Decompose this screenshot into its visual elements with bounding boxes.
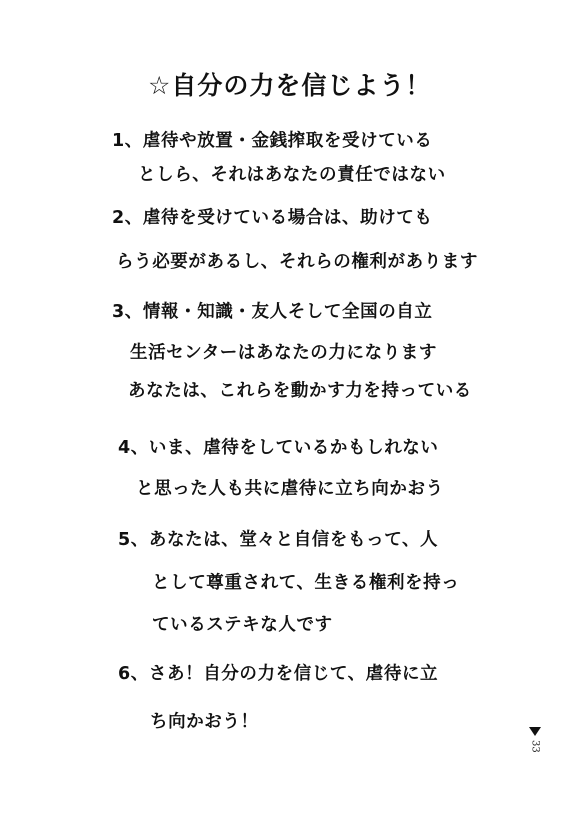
item-2-number: 2、: [112, 208, 143, 228]
item-5-number: 5、: [118, 530, 149, 550]
item-5-line-1: [118, 526, 438, 551]
item-3-text-1: 情報・知識・友人そして全国の自立: [142, 302, 433, 322]
page-number: 33: [529, 740, 541, 753]
item-3-line-1: [112, 298, 433, 323]
item-3-number: 3、: [112, 302, 143, 322]
item-1-number: 1、: [112, 131, 143, 151]
page-marker: [529, 727, 541, 753]
page-title: ☆自分の力を信じよう！: [148, 71, 432, 100]
item-5-text-1: あなたは、堂々と自信をもって、人: [148, 530, 439, 550]
item-6-line-2: ち向かおう！: [150, 712, 259, 732]
item-3-line-3: あなたは、これらを動かす力を持っている: [128, 381, 472, 401]
item-6-text-1: さあ！自分の力を信じて、虐待に立: [148, 664, 439, 684]
item-6-line-1: [118, 660, 438, 685]
item-5-line-2: として尊重されて、生きる権利を持っ: [152, 573, 460, 593]
item-3-line-2: 生活センターはあなたの力になります: [130, 343, 437, 363]
item-1-line-1: [112, 127, 433, 152]
item-4-text-1: いま、虐待をしているかもしれない: [148, 438, 439, 458]
item-4-number: 4、: [118, 438, 149, 458]
item-1-line-2: としら、それはあなたの責任ではない: [138, 165, 446, 185]
item-2-line-1: [112, 204, 433, 229]
item-5-line-3: ているステキな人です: [152, 615, 333, 635]
item-2-line-2: らう必要があるし、それらの権利があります: [116, 252, 478, 272]
item-4-line-1: [118, 434, 439, 459]
item-1-text-1: 虐待や放置・金銭搾取を受けている: [142, 131, 433, 151]
item-4-line-2: と思った人も共に虐待に立ち向かおう: [136, 479, 444, 499]
item-2-text-1: 虐待を受けている場合は、助けても: [142, 208, 433, 228]
item-6-number: 6、: [118, 664, 149, 684]
page-triangle-icon: [529, 727, 541, 736]
